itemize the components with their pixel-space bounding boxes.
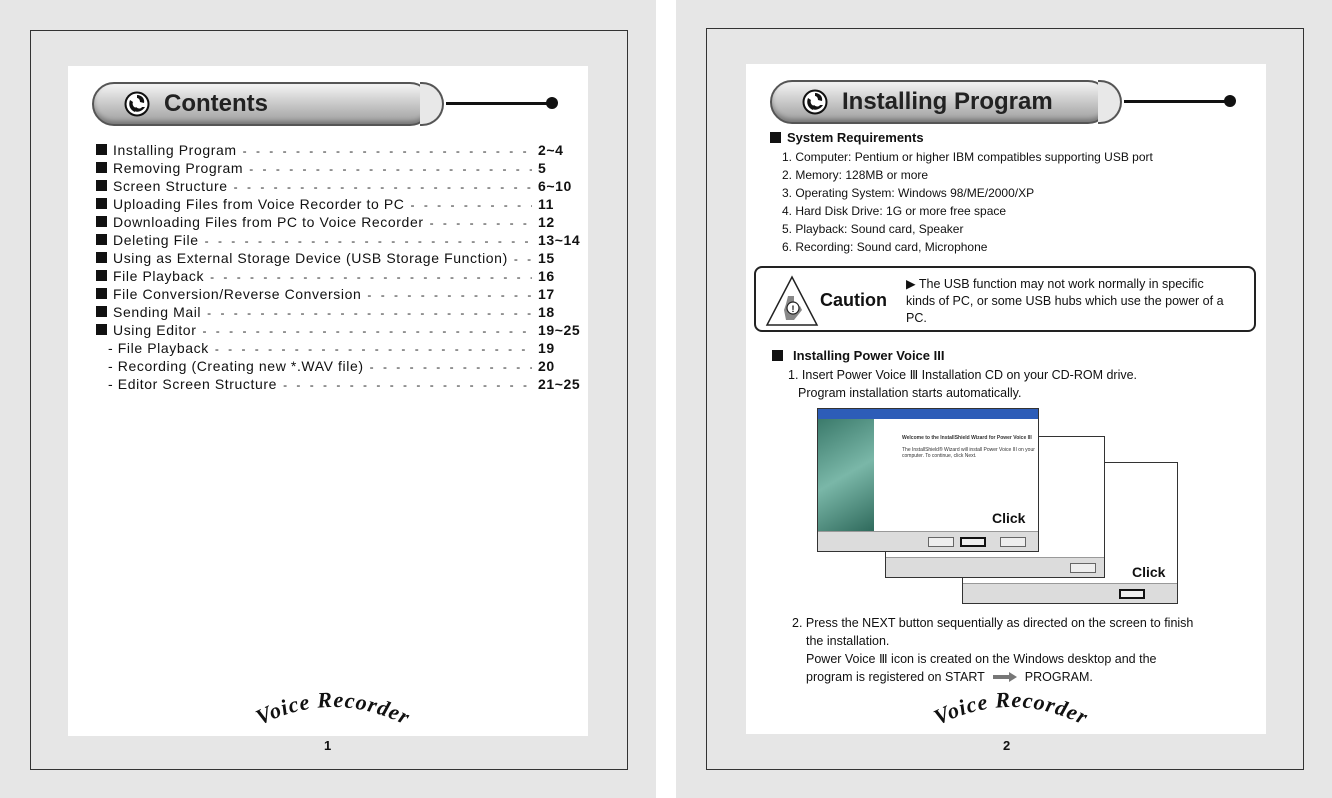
toc-leader-dashes [283, 378, 532, 392]
toc-entry [96, 232, 586, 250]
toc-entry-label: Screen Structure [113, 178, 228, 194]
toc-leader-dashes [411, 198, 533, 212]
requirement-item: 6. Recording: Sound card, Microphone [782, 240, 988, 254]
toc-entry-page: 11 [538, 196, 554, 212]
toc-entry-label: - Recording (Creating new *.WAV file) [108, 358, 364, 374]
table-of-contents [96, 142, 586, 394]
svg-text:Voice Recorder [930, 687, 1093, 730]
square-bullet-icon [772, 350, 783, 361]
click-callout-1: Click [992, 510, 1026, 526]
square-bullet-icon [96, 306, 107, 317]
toc-leader-dashes [205, 234, 532, 248]
next-button-graphic [960, 537, 986, 547]
contents-title-banner [92, 82, 432, 126]
toc-entry [96, 286, 586, 304]
requirement-item: 1. Computer: Pentium or higher IBM compatibles supporting USB port [782, 150, 1153, 164]
svg-text:!: ! [791, 304, 795, 314]
toc-entry-page: 15 [538, 250, 555, 266]
square-bullet-icon [96, 234, 107, 245]
square-bullet-icon [96, 252, 107, 263]
toc-entry-label: Uploading Files from Voice Recorder to PC [113, 196, 405, 212]
toc-subentry [96, 376, 586, 394]
toc-entry-label: - File Playback [108, 340, 209, 356]
toc-subentry [96, 358, 586, 376]
requirement-item: 3. Operating System: Windows 98/ME/2000/XP [782, 186, 1035, 200]
step-2-line-3: Power Voice Ⅲ icon is created on the Windows desktop and the [806, 652, 1157, 666]
toc-entry [96, 250, 586, 268]
toc-leader-dashes [249, 162, 532, 176]
next-button-graphic [1119, 589, 1145, 599]
toc-entry-page: 13~14 [538, 232, 581, 248]
toc-entry-label: Downloading Files from PC to Voice Recorder [113, 214, 424, 230]
toc-leader-dashes [207, 306, 532, 320]
toc-entry-page: 12 [538, 214, 555, 230]
square-bullet-icon [96, 198, 107, 209]
toc-entry-label: Using Editor [113, 322, 197, 338]
step-2-line-4: program is registered on START PROGRAM. [806, 670, 1093, 684]
click-callout-2: Click [1132, 564, 1166, 580]
requirement-item: 5. Playback: Sound card, Speaker [782, 222, 964, 236]
toc-entry-page: 2~4 [538, 142, 564, 158]
toc-entry [96, 178, 586, 196]
page-number: 1 [324, 738, 332, 753]
toc-entry-label: - Editor Screen Structure [108, 376, 278, 392]
toc-entry-label: Deleting File [113, 232, 199, 248]
install-heading: Installing Power Voice III [772, 348, 944, 363]
caution-hand-icon [764, 274, 820, 328]
square-bullet-icon [96, 270, 107, 281]
caution-text: ▶ The USB function may not work normally in specific kinds of PC, or some USB hubs which use the power of a PC. [906, 277, 1224, 325]
toc-entry-label: Installing Program [113, 142, 237, 158]
square-bullet-icon [96, 216, 107, 227]
title-rule-dot [546, 97, 558, 109]
voice-recorder-wordmark [906, 680, 1116, 740]
step-1-line-2: Program installation starts automatically. [798, 386, 1022, 400]
toc-entry-label: Sending Mail [113, 304, 202, 320]
toc-leader-dashes [243, 144, 532, 158]
toc-entry [96, 214, 586, 232]
toc-entry-page: 5 [538, 160, 547, 176]
square-bullet-icon [96, 162, 107, 173]
wordmark-text: Voice Recorder [929, 686, 1093, 730]
toc-entry-label: File Playback [113, 268, 205, 284]
toc-entry-label: Removing Program [113, 160, 244, 176]
toc-subentry [96, 340, 586, 358]
recycle-swirl-icon [124, 91, 150, 117]
square-bullet-icon [770, 132, 781, 143]
toc-entry-page: 19 [538, 340, 555, 356]
page-title: Installing Program [842, 88, 1053, 115]
toc-entry-page: 18 [538, 304, 555, 320]
toc-entry-page: 17 [538, 286, 555, 302]
screenshot-title-bar [818, 409, 1038, 419]
toc-leader-dashes [370, 360, 532, 374]
back-button-graphic [928, 537, 954, 547]
installer-screenshot-1 [817, 408, 1039, 552]
toc-leader-dashes [430, 216, 532, 230]
installing-program-title-banner [770, 80, 1110, 124]
caution-label: Caution [820, 290, 887, 310]
toc-entry-page: 19~25 [538, 322, 581, 338]
toc-leader-dashes [514, 252, 532, 266]
page-number: 2 [1003, 738, 1011, 753]
toc-leader-dashes [210, 270, 532, 284]
toc-leader-dashes [202, 324, 532, 338]
toc-entry-page: 6~10 [538, 178, 572, 194]
page-title: Contents [164, 90, 268, 117]
title-rule-dot [1224, 95, 1236, 107]
system-requirements-heading: System Requirements [770, 130, 924, 145]
toc-leader-dashes [215, 342, 532, 356]
toc-entry [96, 196, 586, 214]
toc-leader-dashes [367, 288, 532, 302]
cancel-button-graphic [1070, 563, 1096, 573]
page-gutter [656, 0, 676, 798]
cancel-button-graphic [1000, 537, 1026, 547]
step-2-line-1: 2. Press the NEXT button sequentially as directed on the screen to finish [792, 616, 1194, 630]
step-2-line-2: the installation. [806, 634, 890, 648]
square-bullet-icon [96, 324, 107, 335]
toc-entry [96, 268, 586, 286]
requirement-item: 4. Hard Disk Drive: 1G or more free space [782, 204, 1007, 218]
square-bullet-icon [96, 288, 107, 299]
screenshot-side-art [818, 419, 874, 531]
title-rule [446, 102, 550, 105]
toc-entry-page: 20 [538, 358, 555, 374]
toc-entry-label: File Conversion/Reverse Conversion [113, 286, 362, 302]
toc-entry [96, 304, 586, 322]
toc-entry [96, 322, 586, 340]
recycle-swirl-icon [802, 89, 828, 115]
requirement-item: 2. Memory: 128MB or more [782, 168, 929, 182]
requirements-list [782, 148, 1153, 256]
title-rule [1124, 100, 1228, 103]
toc-entry-page: 16 [538, 268, 555, 284]
svg-text:Voice Recorder [252, 687, 415, 730]
toc-entry-label: Using as External Storage Device (USB Storage Function) [113, 250, 508, 266]
square-bullet-icon [96, 180, 107, 191]
wordmark-text: Voice Recorder [251, 686, 415, 730]
toc-entry [96, 142, 586, 160]
toc-leader-dashes [234, 180, 532, 194]
screenshot-body: Welcome to the InstallShield Wizard for Power Voice III The InstallShield® Wizard will install Power Voice III on your computer. To continue, click Next. [902, 435, 1035, 459]
step-1-line-1: 1. Insert Power Voice Ⅲ Installation CD on your CD-ROM drive. [788, 368, 1138, 382]
caution-box [754, 266, 1256, 332]
toc-entry [96, 160, 586, 178]
toc-entry-page: 21~25 [538, 376, 581, 392]
voice-recorder-wordmark [228, 680, 438, 740]
square-bullet-icon [96, 144, 107, 155]
